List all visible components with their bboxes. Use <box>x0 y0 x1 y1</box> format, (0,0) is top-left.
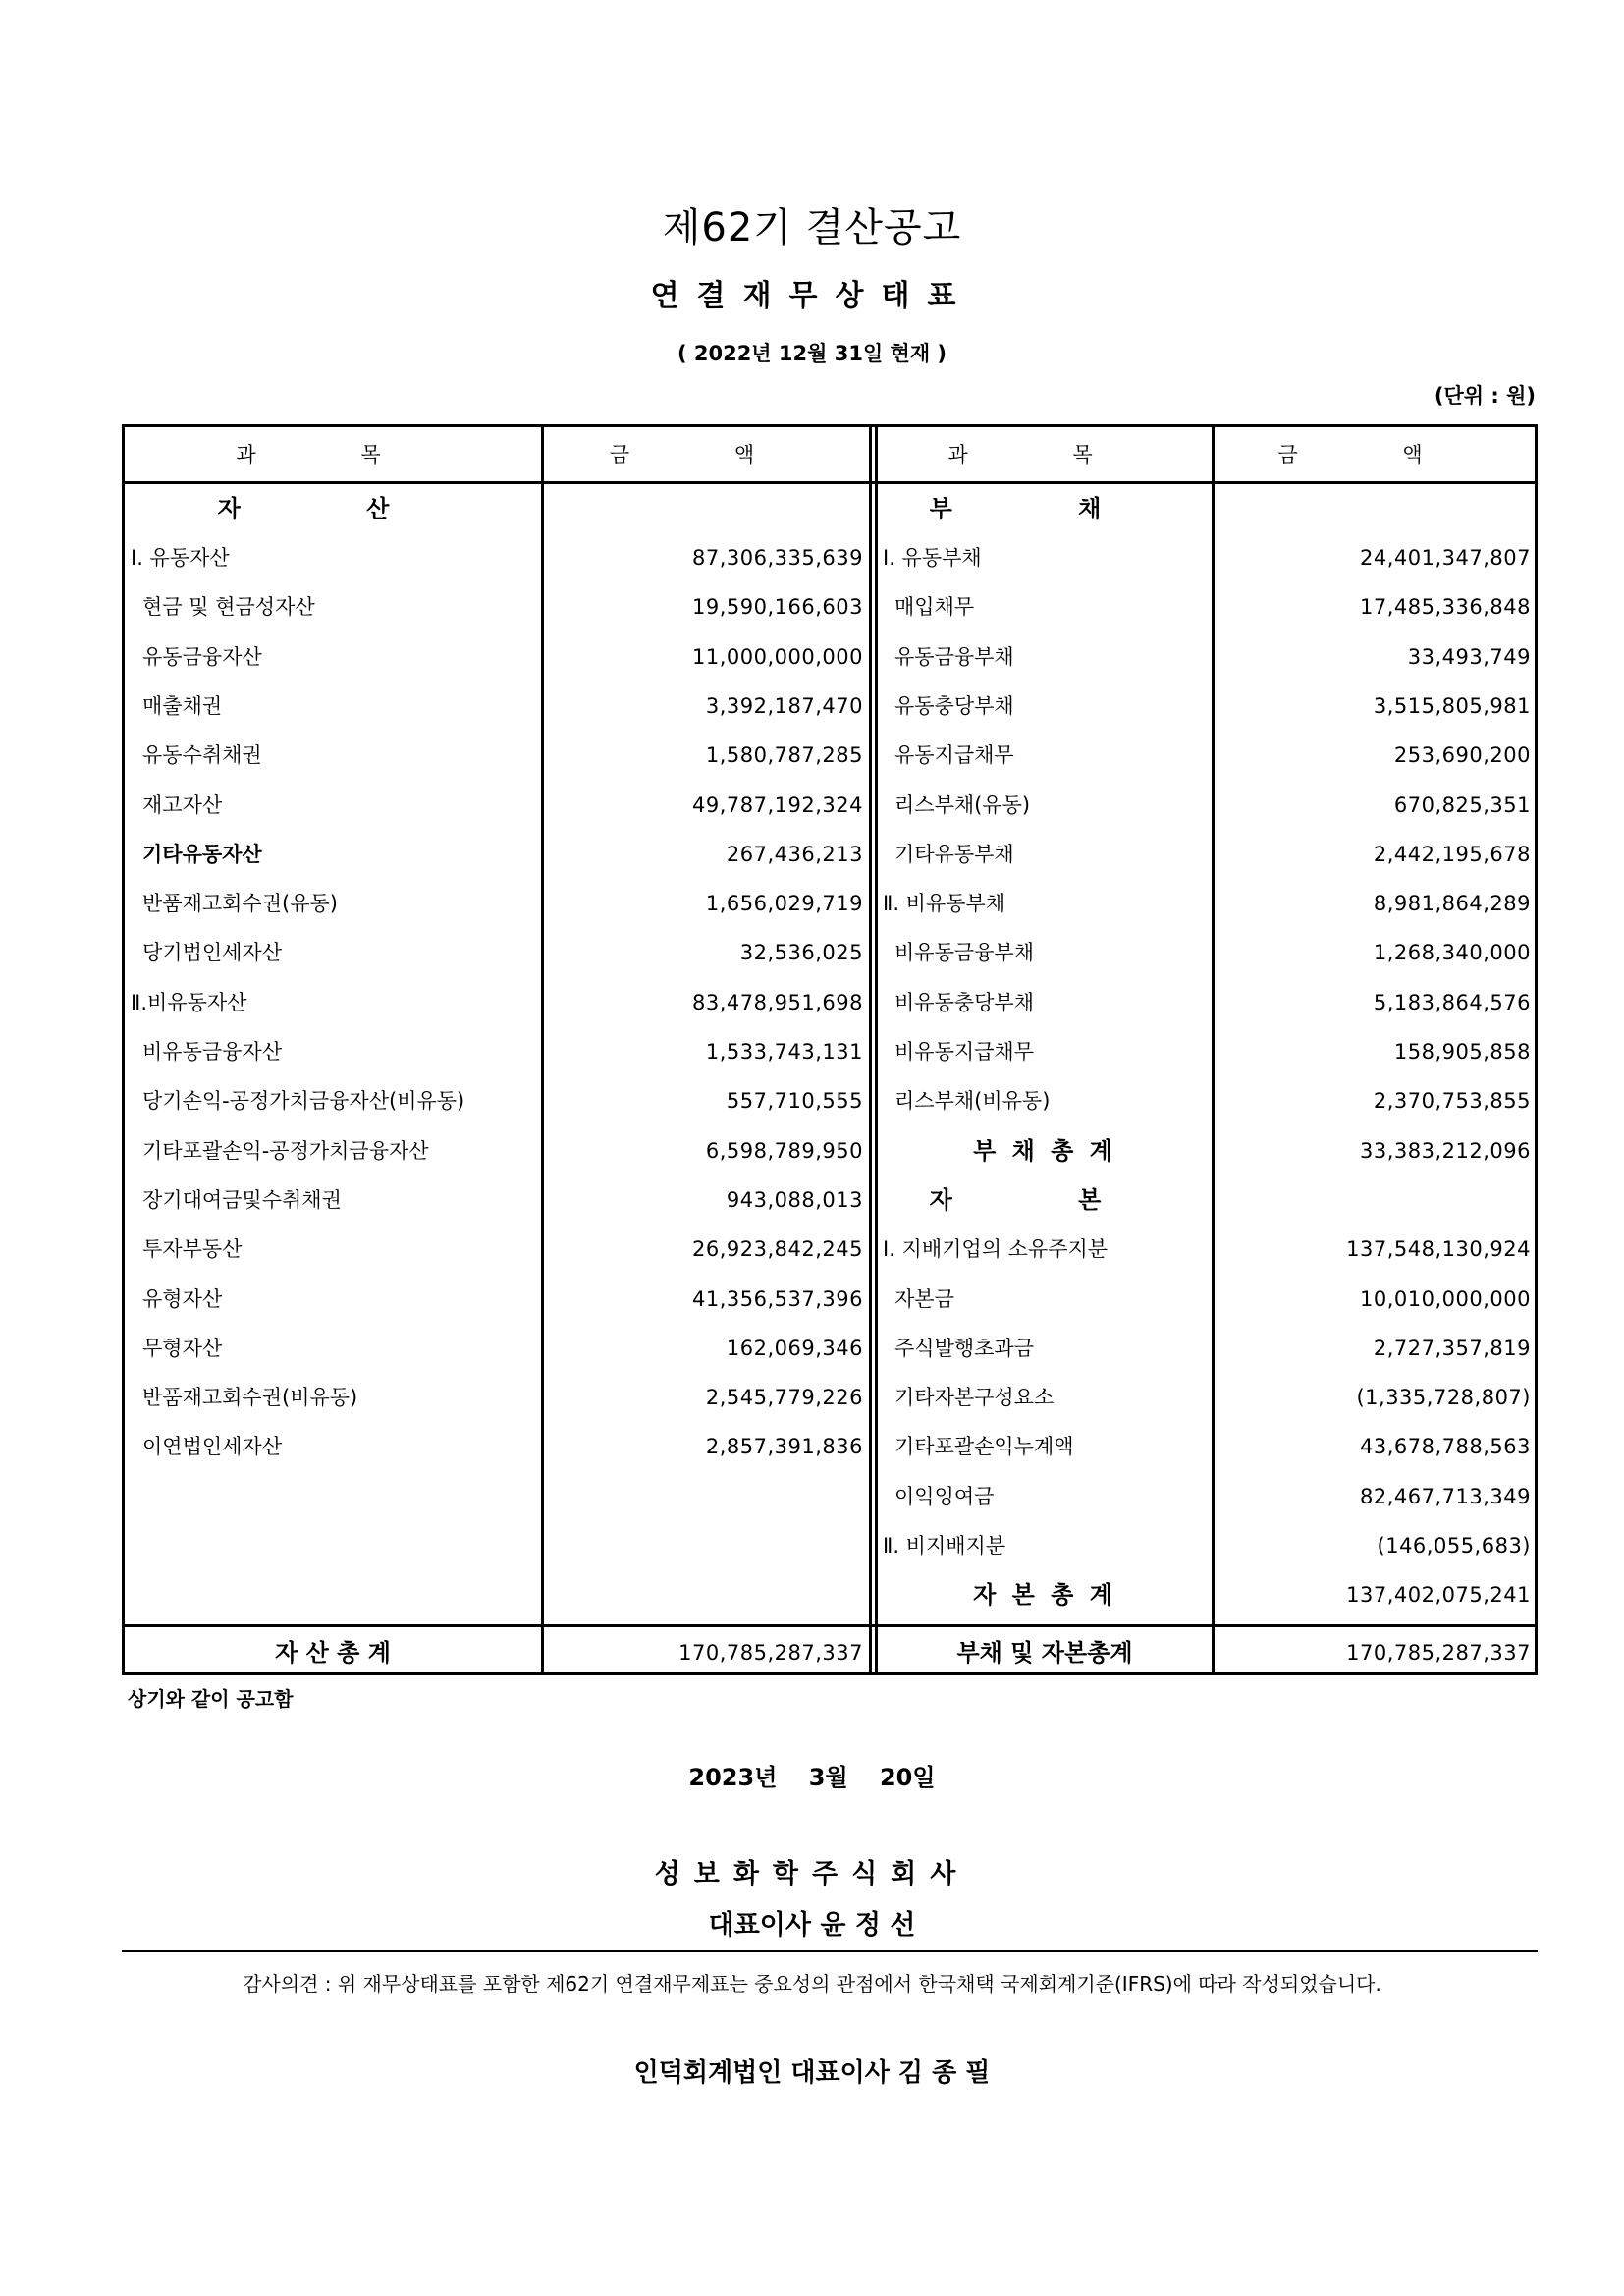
asset-row-value: 26,923,842,245 <box>692 1237 863 1262</box>
asset-row-label: 장기대여금및수취채권 <box>142 1187 342 1212</box>
asset-row-label: 무형자산 <box>142 1336 223 1360</box>
asset-row-value: 943,088,013 <box>726 1187 863 1212</box>
asset-row-value: 32,536,025 <box>739 941 863 965</box>
liability-row-value: 43,678,788,563 <box>1360 1435 1531 1459</box>
company-name: 성보화학주식회사 <box>654 1859 970 1889</box>
asset-row-label: 이연법인세자산 <box>142 1435 283 1459</box>
liability-row-value: 2,727,357,819 <box>1373 1336 1531 1360</box>
asset-row-value: 557,710,555 <box>726 1089 863 1114</box>
liability-section-label: 자 본 총 계 <box>973 1581 1116 1610</box>
liability-row-label: 비유동금융부채 <box>894 941 1035 965</box>
liability-row-value: 2,370,753,855 <box>1373 1089 1531 1114</box>
footnote: 상기와 같이 공고함 <box>128 1687 294 1711</box>
asset-row-label: Ⅱ.비유동자산 <box>131 990 247 1014</box>
liability-row-label: 유동충당부채 <box>894 693 1014 718</box>
unit-label: (단위 : 원) <box>1434 384 1536 408</box>
header-amount-right: 금 액 <box>1277 443 1472 466</box>
liability-row-label: 기타유동부채 <box>894 842 1014 866</box>
liability-row-value: 82,467,713,349 <box>1360 1484 1531 1508</box>
liability-row-label: 유동금융부채 <box>894 644 1014 669</box>
statement-title: 연결재무상태표 <box>650 279 974 313</box>
asset-row-label: 반품재고회수권(비유동) <box>142 1386 358 1410</box>
balance-sheet-table <box>122 424 1538 1675</box>
liability-row-value: (146,055,683) <box>1377 1534 1531 1558</box>
liability-row-label: 비유동충당부채 <box>894 990 1035 1014</box>
asset-row-value: 1,656,029,719 <box>705 892 863 916</box>
publish-date: 2023년 3월 20일 <box>688 1764 936 1791</box>
notice-title: 제62기 결산공고 <box>662 205 962 250</box>
asset-row-label: 매출채권 <box>142 693 223 718</box>
liability-row-label: 매입채무 <box>894 595 975 620</box>
asset-row-value: 267,436,213 <box>726 842 863 866</box>
asset-row-label: 반품재고회수권(유동) <box>142 892 338 916</box>
asset-row-value: 11,000,000,000 <box>692 644 863 669</box>
liability-row-label: 이익잉여금 <box>894 1484 995 1508</box>
asset-row-value: 162,069,346 <box>726 1336 863 1360</box>
liability-row-value: 8,981,864,289 <box>1373 892 1531 916</box>
asset-row-value: 2,545,779,226 <box>705 1386 863 1410</box>
liability-row-label: 유동지급채무 <box>894 743 1014 768</box>
asset-row-value: 41,356,537,396 <box>692 1286 863 1311</box>
as-of-date: ( 2022년 12월 31일 현재 ) <box>677 342 947 365</box>
liability-section-label: 부 채 총 계 <box>973 1136 1116 1165</box>
asset-row-value: 6,598,789,950 <box>705 1138 863 1163</box>
auditor-signature: 인덕회계법인 대표이사 김 종 필 <box>633 2058 991 2088</box>
liability-row-label: Ⅰ. 지배기업의 소유주지분 <box>883 1237 1109 1262</box>
liability-row-value: 158,905,858 <box>1393 1040 1531 1064</box>
liability-section-label: 자 본 <box>929 1185 1161 1214</box>
liability-row-label: 기타자본구성요소 <box>894 1386 1055 1410</box>
liability-row-value: 3,515,805,981 <box>1373 693 1531 718</box>
asset-row-label: 유동금융자산 <box>142 644 262 669</box>
asset-row-value: 49,787,192,324 <box>692 793 863 817</box>
liability-row-value: 253,690,200 <box>1393 743 1531 768</box>
asset-row-value: 87,306,335,639 <box>692 546 863 570</box>
section-assets: 자 산 <box>217 495 449 522</box>
header-item-right: 과 목 <box>947 443 1142 466</box>
header-amount-left: 금 액 <box>609 443 804 466</box>
liability-row-value: 5,183,864,576 <box>1373 990 1531 1014</box>
asset-row-label: 당기법인세자산 <box>142 941 283 965</box>
total-assets-label: 자 산 총 계 <box>275 1639 391 1667</box>
liability-row-value <box>1215 1175 1531 1225</box>
liability-row-label: Ⅱ. 비지배지분 <box>883 1534 1006 1558</box>
asset-row-value: 3,392,187,470 <box>705 693 863 718</box>
total-liab-equity-value: 170,785,287,337 <box>1346 1641 1531 1665</box>
liability-row-value: 10,010,000,000 <box>1360 1286 1531 1311</box>
liability-row-label: 주식발행초과금 <box>894 1336 1035 1360</box>
liability-row-label: 자본금 <box>894 1286 954 1311</box>
section-liabilities: 부 채 <box>929 495 1161 522</box>
liability-row-label: Ⅱ. 비유동부채 <box>883 892 1006 916</box>
asset-row-value: 19,590,166,603 <box>692 595 863 620</box>
liability-row-value: 1,268,340,000 <box>1373 941 1531 965</box>
liability-row-value: (1,335,728,807) <box>1356 1386 1531 1410</box>
total-liab-equity-label: 부채 및 자본총계 <box>956 1639 1133 1667</box>
asset-row-label: 기타포괄손익-공정가치금융자산 <box>142 1138 429 1163</box>
asset-row-value: 2,857,391,836 <box>705 1435 863 1459</box>
liability-row-label: Ⅰ. 유동부채 <box>883 546 982 570</box>
asset-row-label: 재고자산 <box>142 793 223 817</box>
header-item-left: 과 목 <box>236 443 430 466</box>
asset-row-label: Ⅰ. 유동자산 <box>131 546 230 570</box>
liability-row-value: 33,383,212,096 <box>1360 1138 1531 1163</box>
asset-row-label: 당기손익-공정가치금융자산(비유동) <box>142 1089 465 1114</box>
audit-opinion: 감사의견 : 위 재무상태표를 포함한 제62기 연결재무제표는 중요성의 관점에서 한국채택 국제회계기준(IFRS)에 따라 작성되었습니다. <box>243 1972 1381 1995</box>
ceo-name: 대표이사 윤 정 선 <box>708 1910 916 1941</box>
asset-row-label: 유동수취채권 <box>142 743 262 768</box>
total-assets-value: 170,785,287,337 <box>678 1641 863 1665</box>
liability-row-value: 137,548,130,924 <box>1346 1237 1531 1262</box>
asset-row-label: 유형자산 <box>142 1286 223 1311</box>
liability-row-value: 24,401,347,807 <box>1360 546 1531 570</box>
asset-row-value: 83,478,951,698 <box>692 990 863 1014</box>
asset-row-label: 기타유동자산 <box>142 842 262 866</box>
liability-row-value: 670,825,351 <box>1393 793 1531 817</box>
liability-row-label: 리스부채(유동) <box>894 793 1031 817</box>
asset-row-label: 현금 및 현금성자산 <box>142 595 315 620</box>
divider <box>122 1950 1538 1952</box>
liability-row-value: 17,485,336,848 <box>1360 595 1531 620</box>
liability-row-label: 기타포괄손익누계액 <box>894 1435 1074 1459</box>
asset-row-label: 비유동금융자산 <box>142 1040 283 1064</box>
liability-row-value: 137,402,075,241 <box>1346 1583 1531 1608</box>
liability-row-value: 2,442,195,678 <box>1373 842 1531 866</box>
asset-row-value: 1,533,743,131 <box>705 1040 863 1064</box>
liability-row-label: 비유동지급채무 <box>894 1040 1035 1064</box>
liability-row-label: 리스부채(비유동) <box>894 1089 1051 1114</box>
asset-row-label: 투자부동산 <box>142 1237 243 1262</box>
asset-row-value: 1,580,787,285 <box>705 743 863 768</box>
liability-row-value: 33,493,749 <box>1407 644 1531 669</box>
